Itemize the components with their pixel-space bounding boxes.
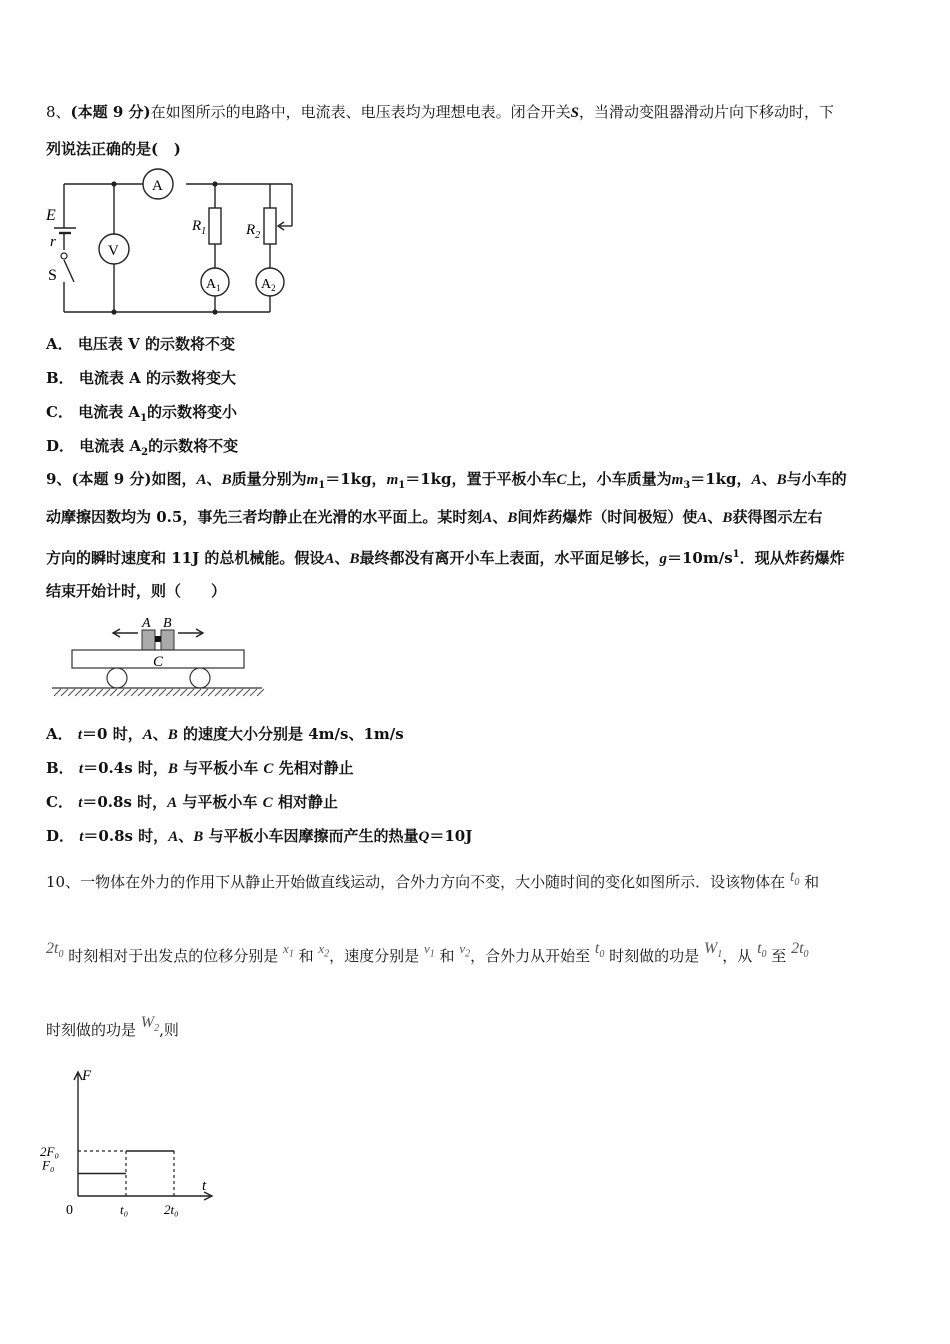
q8-stem-line2: 列说法正确的是( ) [46,140,181,158]
ground-hatch [180,689,187,696]
q9-stem-line3: 方向的瞬时速度和 11J 的总机械能。假设A、B最终都没有离开小车上表面，水平面足够长，$g=10m/s^1$．现从炸药爆炸 [46,549,845,567]
q8-option-c[interactable]: C． 电流表 $A_1$的示数将变小 [46,403,238,424]
ground-hatch [117,689,124,696]
q10-stem-line1: 10、一物体在外力的作用下从静止开始做直线运动，合外力方向不变，大小随时间的变化如图所示．设该物体在 $t_0$ 和 [46,868,820,891]
q9-option-a[interactable]: A． t＝0 时，A、B 的速度大小分别是 4m/s、1m/s [46,725,404,743]
ground-hatch [201,689,208,696]
ground-hatch [187,689,194,696]
ground-hatch [145,689,152,696]
force-time-chart [40,1064,220,1224]
ground-hatch [173,689,180,696]
ground-hatch [96,689,103,696]
cart-C-label: C [153,654,164,670]
ground-hatch [243,689,250,696]
ammeter-A2-label: $A_2$ [261,277,276,293]
q9-option-b[interactable]: B． t＝0.4s 时，B 与平板小车 C 先相对静止 [46,759,354,777]
ground-hatch [75,689,82,696]
ground-hatch [236,689,243,696]
ground-hatch [131,689,138,696]
label-E: E [46,207,56,224]
ground-hatch [61,689,68,696]
y-axis-label: F [82,1068,92,1084]
q8-option-d[interactable]: D． 电流表 $A_2$的示数将不变 [46,437,239,458]
q10-stem-line2: $2t_0$ 时刻相对于出发点的位移分别是 $x_1$ 和 $x_2$，速度分别是 $v_1$ 和 $v_2$，合外力从开始至 $t_0$ 时刻做的功是 $W_1$，从 $t_0$ 至 $2t_0$ [46,940,809,965]
x-tick-0: 0 [66,1203,73,1218]
ground-hatch [124,689,131,696]
ground-hatch [110,689,117,696]
q8-option-b[interactable]: B． 电流表 A 的示数将变大 [46,369,237,387]
ground-hatch [138,689,145,696]
ground-hatch [194,689,201,696]
ground-hatch [250,689,257,696]
ground-hatch [68,689,75,696]
q9-option-c[interactable]: C． t＝0.8s 时，A 与平板小车 C 相对静止 [46,793,338,811]
label-r: r [50,234,56,250]
y-tick-2F0: 2F₀ [40,1144,59,1159]
q9-stem-line1: 9、(本题 9 分)如图，A、B质量分别为$m_1=1kg$，$m_1=1kg$，置于平板小车C上，小车质量为$m_3=1kg$，A、B与小车的 [46,470,847,491]
cart-diagram [48,612,268,702]
x-tick-2t0: 2t₀ [164,1202,179,1217]
voltmeter-V-label: V [108,243,119,259]
x-axis-label: t [202,1178,207,1194]
ground-hatch [166,689,173,696]
q9-stem-line2: 动摩擦因数均为 0.5，事先三者均静止在光滑的水平面上。某时刻A、B间炸药爆炸（时间极短）使A、B获得图示左右 [46,508,823,526]
q8-stem-line1: 8、(本题 9 分)在如图所示的电路中，电流表、电压表均为理想电表。闭合开关S，当滑动变阻器滑动片向下移动时，下 [46,103,834,121]
x-tick-t0: t₀ [120,1202,129,1217]
ground-hatch [54,689,61,696]
q9-option-d[interactable]: D． t＝0.8s 时，A、B 与平板小车因摩擦而产生的热量Q＝10J [46,827,473,845]
circuit-diagram [40,172,300,312]
ground-hatch [159,689,166,696]
ground-hatch [82,689,89,696]
ground-hatch [208,689,215,696]
ground-hatch [103,689,110,696]
q10-stem-line3: 时刻做的功是 $W_2$,则 [46,1014,179,1039]
ground-hatch [215,689,222,696]
ground-hatch [152,689,159,696]
y-tick-F0: F₀ [42,1157,55,1173]
ground-hatch [257,689,264,696]
q8-option-a[interactable]: A． 电压表 V 的示数将不变 [46,335,235,353]
label-R2: $R_2$ [246,222,261,241]
block-A-label: A [142,616,151,631]
q9-stem-line4: 结束开始计时，则（ ） [46,582,227,600]
ground-hatch [222,689,229,696]
block-B-label: B [163,616,172,631]
label-R1: $R_1$ [192,218,207,237]
ground-hatch [229,689,236,696]
ammeter-A1-label: $A_1$ [206,277,221,293]
label-S: S [48,267,57,284]
ammeter-A-label: A [152,178,163,194]
ground-hatch [89,689,96,696]
